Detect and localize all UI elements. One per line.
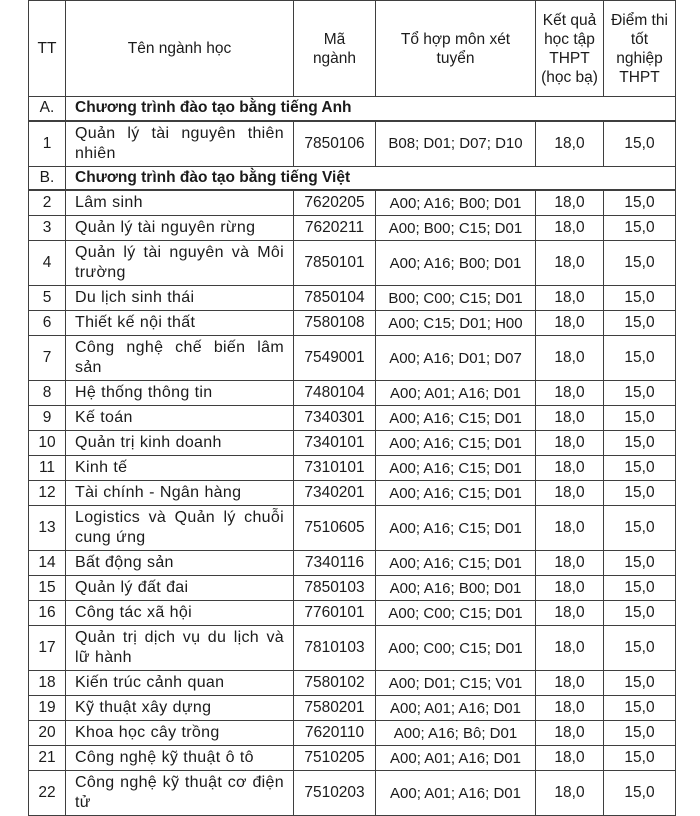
program-row (29, 746, 676, 771)
cell-program-name: Kinh tế (66, 456, 294, 481)
cell-subject-combos: A00; A16; B00; D01 (376, 241, 536, 286)
cell-program-code: 7340201 (294, 481, 376, 506)
cell-exam-score: 15,0 (604, 671, 676, 696)
cell-program-name: Bất động sản (66, 551, 294, 576)
cell-tt: 8 (29, 381, 66, 406)
program-row (29, 190, 676, 216)
cell-tt: 21 (29, 746, 66, 771)
cell-transcript-score: 18,0 (536, 601, 604, 626)
cell-tt: 16 (29, 601, 66, 626)
cell-program-name: Quản lý đất đai (66, 576, 294, 601)
cell-program-name: Công nghệ chế biến lâm sản (66, 336, 294, 381)
section-title: Chương trình đào tạo bằng tiếng Việt (66, 166, 676, 190)
header-program-code: Mã ngành (294, 1, 376, 97)
program-row (29, 406, 676, 431)
cell-tt: 5 (29, 286, 66, 311)
cell-subject-combos: A00; C00; C15; D01 (376, 601, 536, 626)
cell-subject-combos: A00; A01; A16; D01 (376, 381, 536, 406)
cell-exam-score: 15,0 (604, 406, 676, 431)
cell-subject-combos: A00; A01; A16; D01 (376, 746, 536, 771)
cell-exam-score: 15,0 (604, 771, 676, 816)
cell-program-code: 7580108 (294, 311, 376, 336)
cell-tt: 7 (29, 336, 66, 381)
cell-program-name: Logistics và Quản lý chuỗi cung ứng (66, 506, 294, 551)
section-title: Chương trình đào tạo bằng tiếng Anh (66, 97, 676, 121)
program-row (29, 506, 676, 551)
cell-transcript-score: 18,0 (536, 431, 604, 456)
header-exam-score: Điểm thi tốt nghiệp THPT (604, 1, 676, 97)
program-row (29, 286, 676, 311)
cell-tt: 20 (29, 721, 66, 746)
cell-subject-combos: B08; D01; D07; D10 (376, 121, 536, 167)
cell-program-code: 7340301 (294, 406, 376, 431)
cell-program-code: 7480104 (294, 381, 376, 406)
cell-program-name: Quản lý tài nguyên và Môi trường (66, 241, 294, 286)
cell-subject-combos: A00; A16; C15; D01 (376, 506, 536, 551)
cell-transcript-score: 18,0 (536, 576, 604, 601)
program-row (29, 381, 676, 406)
cell-program-name: Khoa học cây trồng (66, 721, 294, 746)
cell-tt: 10 (29, 431, 66, 456)
program-row (29, 336, 676, 381)
cell-program-code: 7510605 (294, 506, 376, 551)
cell-transcript-score: 18,0 (536, 286, 604, 311)
cell-program-name: Thiết kế nội thất (66, 311, 294, 336)
cell-tt: 2 (29, 190, 66, 216)
program-row (29, 456, 676, 481)
program-row (29, 601, 676, 626)
cell-program-name: Kỹ thuật xây dựng (66, 696, 294, 721)
cell-subject-combos: A00; A16; B00; D01 (376, 190, 536, 216)
cell-exam-score: 15,0 (604, 696, 676, 721)
cell-program-code: 7580201 (294, 696, 376, 721)
cell-program-code: 7620110 (294, 721, 376, 746)
program-row (29, 121, 676, 167)
section-row (29, 97, 676, 121)
cell-exam-score: 15,0 (604, 336, 676, 381)
section-row (29, 166, 676, 190)
cell-transcript-score: 18,0 (536, 671, 604, 696)
cell-program-code: 7310101 (294, 456, 376, 481)
cell-tt: 15 (29, 576, 66, 601)
cell-transcript-score: 18,0 (536, 721, 604, 746)
cell-tt: 22 (29, 771, 66, 816)
program-row (29, 771, 676, 816)
cell-subject-combos: A00; A16; C15; D01 (376, 551, 536, 576)
cell-program-name: Kiến trúc cảnh quan (66, 671, 294, 696)
cell-program-name: Tài chính - Ngân hàng (66, 481, 294, 506)
cell-program-code: 7340101 (294, 431, 376, 456)
program-row (29, 671, 676, 696)
program-row (29, 696, 676, 721)
cell-subject-combos: A00; A16; C15; D01 (376, 431, 536, 456)
cell-program-code: 7850101 (294, 241, 376, 286)
cell-exam-score: 15,0 (604, 551, 676, 576)
cell-program-code: 7850104 (294, 286, 376, 311)
cell-program-name: Quản trị kinh doanh (66, 431, 294, 456)
cell-exam-score: 15,0 (604, 431, 676, 456)
cell-subject-combos: A00; D01; C15; V01 (376, 671, 536, 696)
cell-program-code: 7620211 (294, 216, 376, 241)
admissions-table (28, 0, 676, 816)
cell-program-code: 7580102 (294, 671, 376, 696)
cell-tt: 3 (29, 216, 66, 241)
cell-tt: 11 (29, 456, 66, 481)
cell-tt: 13 (29, 506, 66, 551)
cell-exam-score: 15,0 (604, 626, 676, 671)
cell-transcript-score: 18,0 (536, 626, 604, 671)
program-row (29, 551, 676, 576)
cell-program-name: Công tác xã hội (66, 601, 294, 626)
cell-tt: 17 (29, 626, 66, 671)
cell-exam-score: 15,0 (604, 576, 676, 601)
cell-transcript-score: 18,0 (536, 696, 604, 721)
cell-exam-score: 15,0 (604, 311, 676, 336)
cell-program-code: 7810103 (294, 626, 376, 671)
program-row (29, 241, 676, 286)
cell-subject-combos: A00; A16; C15; D01 (376, 456, 536, 481)
cell-transcript-score: 18,0 (536, 241, 604, 286)
cell-program-name: Lâm sinh (66, 190, 294, 216)
program-row (29, 721, 676, 746)
cell-exam-score: 15,0 (604, 721, 676, 746)
cell-subject-combos: A00; A16; Bô; D01 (376, 721, 536, 746)
cell-exam-score: 15,0 (604, 481, 676, 506)
cell-program-name: Công nghệ kỹ thuật cơ điện tử (66, 771, 294, 816)
cell-transcript-score: 18,0 (536, 551, 604, 576)
cell-subject-combos: A00; A01; A16; D01 (376, 696, 536, 721)
section-letter: B. (29, 166, 66, 190)
cell-program-code: 7549001 (294, 336, 376, 381)
table-body (29, 97, 676, 816)
program-row (29, 216, 676, 241)
cell-program-code: 7510203 (294, 771, 376, 816)
program-row (29, 626, 676, 671)
cell-exam-score: 15,0 (604, 381, 676, 406)
cell-program-code: 7850103 (294, 576, 376, 601)
cell-transcript-score: 18,0 (536, 481, 604, 506)
cell-subject-combos: A00; C15; D01; H00 (376, 311, 536, 336)
cell-tt: 12 (29, 481, 66, 506)
cell-exam-score: 15,0 (604, 241, 676, 286)
program-row (29, 311, 676, 336)
cell-tt: 6 (29, 311, 66, 336)
cell-exam-score: 15,0 (604, 506, 676, 551)
cell-transcript-score: 18,0 (536, 746, 604, 771)
cell-exam-score: 15,0 (604, 216, 676, 241)
cell-transcript-score: 18,0 (536, 506, 604, 551)
cell-transcript-score: 18,0 (536, 121, 604, 167)
cell-program-name: Quản trị dịch vụ du lịch và lữ hành (66, 626, 294, 671)
cell-program-name: Quản lý tài nguyên rừng (66, 216, 294, 241)
cell-program-code: 7850106 (294, 121, 376, 167)
cell-program-name: Quản lý tài nguyên thiên nhiên (66, 121, 294, 167)
cell-subject-combos: A00; A16; C15; D01 (376, 406, 536, 431)
cell-tt: 18 (29, 671, 66, 696)
cell-subject-combos: A00; C00; C15; D01 (376, 626, 536, 671)
cell-exam-score: 15,0 (604, 286, 676, 311)
cell-subject-combos: A00; B00; C15; D01 (376, 216, 536, 241)
cell-transcript-score: 18,0 (536, 456, 604, 481)
cell-program-code: 7340116 (294, 551, 376, 576)
cell-transcript-score: 18,0 (536, 311, 604, 336)
cell-program-name: Hệ thống thông tin (66, 381, 294, 406)
cell-transcript-score: 18,0 (536, 216, 604, 241)
cell-transcript-score: 18,0 (536, 406, 604, 431)
cell-tt: 9 (29, 406, 66, 431)
cell-exam-score: 15,0 (604, 190, 676, 216)
cell-transcript-score: 18,0 (536, 336, 604, 381)
cell-exam-score: 15,0 (604, 456, 676, 481)
cell-program-code: 7760101 (294, 601, 376, 626)
cell-exam-score: 15,0 (604, 121, 676, 167)
header-tt: TT (29, 1, 66, 97)
section-letter: A. (29, 97, 66, 121)
cell-program-name: Du lịch sinh thái (66, 286, 294, 311)
cell-program-code: 7620205 (294, 190, 376, 216)
header-row (29, 1, 676, 97)
cell-program-name: Công nghệ kỹ thuật ô tô (66, 746, 294, 771)
cell-tt: 19 (29, 696, 66, 721)
program-row (29, 481, 676, 506)
cell-subject-combos: A00; A16; C15; D01 (376, 481, 536, 506)
program-row (29, 431, 676, 456)
header-subject-combos: Tổ hợp môn xét tuyển (376, 1, 536, 97)
cell-exam-score: 15,0 (604, 746, 676, 771)
cell-subject-combos: B00; C00; C15; D01 (376, 286, 536, 311)
cell-transcript-score: 18,0 (536, 190, 604, 216)
cell-exam-score: 15,0 (604, 601, 676, 626)
cell-transcript-score: 18,0 (536, 381, 604, 406)
cell-tt: 14 (29, 551, 66, 576)
cell-tt: 1 (29, 121, 66, 167)
cell-program-code: 7510205 (294, 746, 376, 771)
cell-subject-combos: A00; A16; B00; D01 (376, 576, 536, 601)
cell-tt: 4 (29, 241, 66, 286)
cell-program-name: Kế toán (66, 406, 294, 431)
program-row (29, 576, 676, 601)
cell-subject-combos: A00; A01; A16; D01 (376, 771, 536, 816)
header-transcript-score: Kết quả học tập THPT (học bạ) (536, 1, 604, 97)
cell-transcript-score: 18,0 (536, 771, 604, 816)
cell-subject-combos: A00; A16; D01; D07 (376, 336, 536, 381)
header-program-name: Tên ngành học (66, 1, 294, 97)
